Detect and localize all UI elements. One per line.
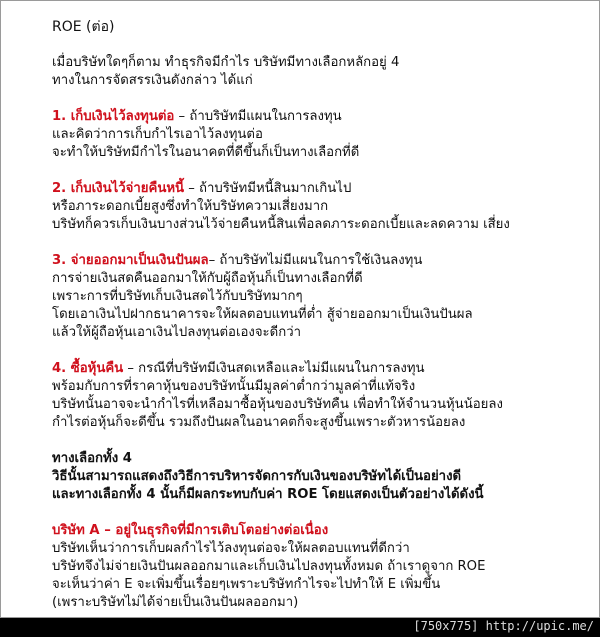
option-heading: 2. เก็บเงินไว้จ่ายคืนหนี้ [52, 181, 185, 196]
option-line: การจ่ายเงินสดคืนออกมาให้กับผู้ถือหุ้นก็เป็นทางเลือกที่ดี [52, 271, 363, 286]
intro-line: เมื่อบริษัทใดๆก็ตาม ทำธุรกิจมีกำไร บริษัทมีทางเลือกหลักอยู่ 4 [52, 55, 400, 70]
option-line: โดยเอาเงินไปฝากธนาคารจะให้ผลตอบแทนที่ต่ำ สู้จ่ายออกมาเป็นเงินปันผล [52, 307, 473, 322]
option-line: หรือภาระดอกเบี้ยสูงซึ่งทำให้บริษัทความเสี่ยงมาก [52, 199, 329, 214]
watermark-text: [750x775] http://upic.me/ [413, 619, 594, 633]
option-4 [52, 360, 592, 432]
intro-line: ทางในการจัดสรรเงินดังกล่าว ได้แก่ [52, 73, 253, 88]
option-line: จะทำให้บริษัทมีกำไรในอนาคตที่ดีขึ้นก็เป็นทางเลือกที่ดี [52, 145, 360, 160]
option-line: และคิดว่าการเก็บกำไรเอาไว้ลงทุนต่อ [52, 127, 263, 142]
option-heading: 4. ซื้อหุ้นคืน [52, 361, 124, 376]
option-text: – ถ้าบริษัทมีหนี้สินมากเกินไป [184, 181, 352, 196]
company-a-line: บริษัทจึงไม่จ่ายเงินปันผลออกมาและเก็บเงินไปลงทุนทั้งหมด ถ้าเราดูจาก ROE [52, 559, 486, 574]
option-3 [52, 252, 592, 342]
option-2 [52, 180, 592, 234]
option-heading: 3. จ่ายออกมาเป็นเงินปันผล [52, 253, 209, 268]
summary-line: วิธีนั้นสามารถแสดงถึงวิธีการบริหารจัดการกับเงินของบริษัทได้เป็นอย่างดี [52, 469, 462, 484]
option-heading: 1. เก็บเงินไว้ลงทุนต่อ [52, 109, 175, 124]
option-line: บริษัทนั้นอาจจะนำกำไรที่เหลือมาซื้อหุ้นของบริษัทคืน เพื่อทำให้จำนวนหุ้นน้อยลง [52, 397, 503, 412]
document-body [52, 18, 592, 612]
option-1 [52, 108, 592, 162]
option-text: – ถ้าบริษัทมีแผนในการลงทุน [174, 109, 342, 124]
page-title: ROE (ต่อ) [52, 19, 115, 35]
company-a-line: (เพราะบริษัทไม่ได้จ่ายเป็นเงินปันผลออกมา) [52, 595, 299, 610]
option-text: – กรณีที่บริษัทมีเงินสดเหลือและไม่มีแผนในการลงทุน [123, 361, 425, 376]
option-line: เพราะการที่บริษัทเก็บเงินสดไว้กับบริษัทมากๆ [52, 289, 303, 304]
option-line: แล้วให้ผู้ถือหุ้นเอาเงินไปลงทุนต่อเองจะดีกว่า [52, 325, 302, 340]
watermark-bar [0, 618, 600, 637]
summary [52, 450, 592, 504]
company-a-line: บริษัทเห็นว่าการเก็บผลกำไรไว้ลงทุนต่อจะให้ผลตอบแทนที่ดีกว่า [52, 541, 410, 556]
option-line: พร้อมกับการที่ราคาหุ้นของบริษัทนั้นมีมูลค่าต่ำกว่ามูลค่าที่แท้จริง [52, 379, 416, 394]
option-line: กำไรต่อหุ้นก็จะดีขึ้น รวมถึงปันผลในอนาคตก็จะสูงขึ้นเพราะตัวหารน้อยลง [52, 415, 466, 430]
summary-line: ทางเลือกทั้ง 4 [52, 451, 132, 466]
summary-line: และทางเลือกทั้ง 4 นั้นก็มีผลกระทบกับค่า ROE โดยแสดงเป็นตัวอย่างได้ดังนี้ [52, 487, 484, 502]
company-a-heading: บริษัท A – อยู่ในธุรกิจที่มีการเติบโตอย่างต่อเนื่อง [52, 523, 329, 538]
option-text: – ถ้าบริษัทไม่มีแผนในการใช้เงินลงทุน [208, 253, 423, 268]
option-line: บริษัทก็ควรเก็บเงินบางส่วนไว้จ่ายคืนหนี้สินเพื่อลดภาระดอกเบี้ยและลดความ เสี่ยง [52, 217, 510, 232]
company-a [52, 522, 592, 612]
company-a-line: จะเห็นว่าค่า E จะเพิ่มขึ้นเรื่อยๆเพราะบริษัทกำไรจะไปทำให้ E เพิ่มขึ้น [52, 577, 441, 592]
